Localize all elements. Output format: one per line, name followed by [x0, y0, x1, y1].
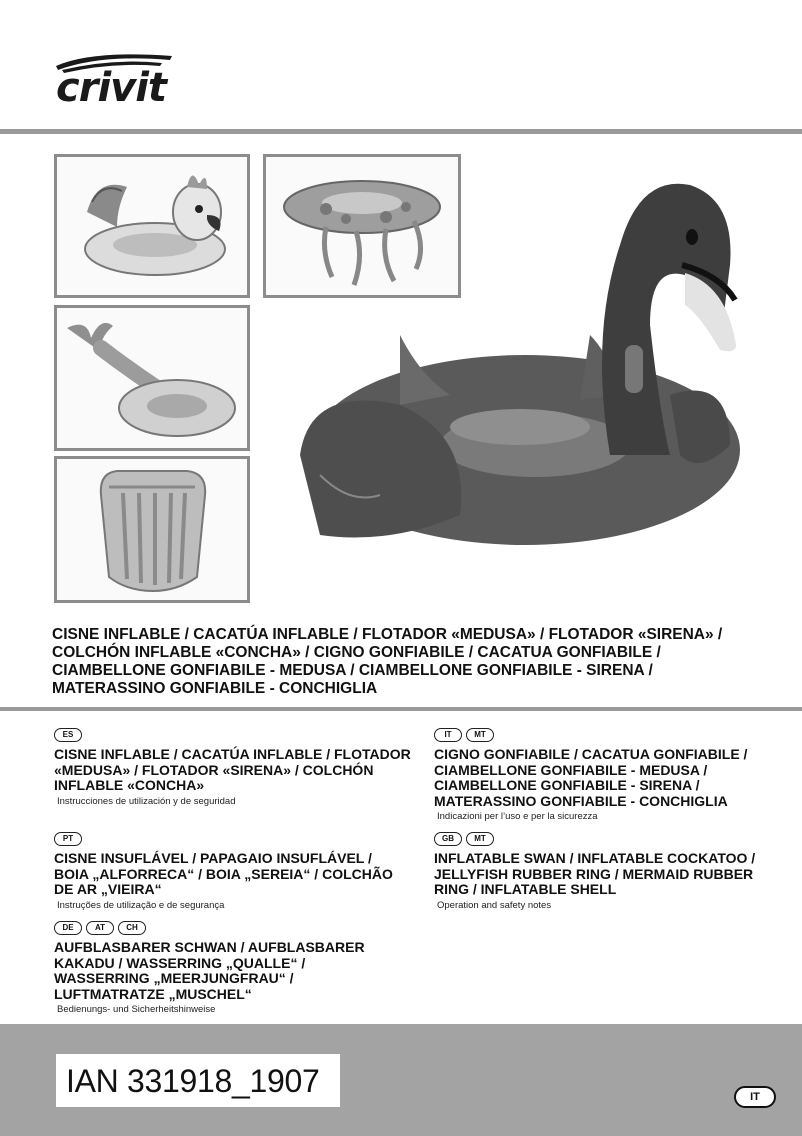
- section-es: [54, 728, 424, 808]
- section-title-line: CIAMBELLONE GONFIABILE - SIRENA /: [434, 777, 700, 793]
- section-title-line: INFLATABLE SWAN / INFLATABLE COCKATOO /: [434, 850, 756, 866]
- section-title-line: LUFTMATRATZE „MUSCHEL“: [54, 985, 252, 1002]
- brand-logo: [52, 50, 202, 110]
- section-title-line: AUFBLASBARER SCHWAN / AUFBLASBARER: [54, 939, 365, 955]
- language-badge: GB: [434, 832, 462, 846]
- section-gb-mt: [434, 832, 802, 912]
- main-title-line: MATERASSINO GONFIABILE - CONCHIGLIA: [52, 680, 378, 697]
- section-title-line: MATERASSINO GONFIABILE - CONCHIGLIA: [434, 792, 728, 809]
- language-indicator-badge: IT: [734, 1086, 776, 1108]
- ian-number: IAN 331918_1907: [66, 1063, 320, 1099]
- language-badge: ES: [54, 728, 82, 742]
- section-title: [434, 747, 802, 809]
- section-title-line: CIGNO GONFIABILE / CACATUA GONFIABILE /: [434, 746, 748, 762]
- section-it-mt: [434, 728, 802, 823]
- section-title: [54, 940, 424, 1002]
- section-subtitle: Bedienungs- und Sicherheitshinweise: [57, 1004, 216, 1015]
- language-badge: MT: [466, 728, 494, 742]
- language-badge: DE: [54, 921, 82, 935]
- language-badge: IT: [434, 728, 462, 742]
- section-subtitle: Instruções de utilização e de segurança: [57, 899, 225, 911]
- section-subtitle: Indicazioni per l’uso e per la sicurezza: [437, 811, 598, 822]
- section-de-at-ch: [54, 921, 424, 1016]
- section-title-line: BOIA „ALFORRECA“ / BOIA „SEREIA“ / COLCHÃO: [54, 865, 393, 882]
- section-subtitle: Instrucciones de utilización y de seguridad: [57, 795, 236, 807]
- brand-name: crivit: [56, 65, 167, 111]
- section-title-line: CISNE INSUFLÁVEL / PAPAGAIO INSUFLÁVEL /: [54, 850, 372, 866]
- section-title-line: INFLABLE «CONCHA»: [54, 777, 205, 793]
- swan-float-image: [290, 155, 760, 620]
- language-badge: PT: [54, 832, 82, 846]
- section-title: [54, 851, 424, 898]
- top-divider: [0, 129, 802, 134]
- language-badge: CH: [118, 921, 146, 935]
- section-title-line: JELLYFISH RUBBER RING / MERMAID RUBBER: [434, 865, 754, 882]
- section-title-line: «MEDUSA» / FLOTADOR «SIRENA» / COLCHÓN: [54, 761, 374, 778]
- cockatoo-float-image: [54, 154, 250, 298]
- section-title-line: CISNE INFLABLE / CACATÚA INFLABLE / FLOTADOR: [54, 746, 411, 762]
- shell-mattress-image: [54, 456, 250, 603]
- section-title-line: CIAMBELLONE GONFIABILE - MEDUSA /: [434, 761, 708, 778]
- section-subtitle: Operation and safety notes: [437, 899, 552, 911]
- language-badge: AT: [86, 921, 114, 935]
- main-title-line: COLCHÓN INFLABLE «CONCHA» / CIGNO GONFIABILE / CACATUA GONFIABILE /: [52, 644, 661, 661]
- section-title-line: WASSERRING „MEERJUNGFRAU“ /: [54, 970, 294, 986]
- section-title-line: KAKADU / WASSERRING „QUALLE“ /: [54, 954, 306, 971]
- ian-box: [56, 1054, 340, 1107]
- section-title-line: RING / INFLATABLE SHELL: [434, 881, 617, 897]
- language-badge: MT: [466, 832, 494, 846]
- main-title: [52, 626, 772, 698]
- middle-divider: [0, 707, 802, 711]
- main-title-line: CIAMBELLONE GONFIABILE - MEDUSA / CIAMBELLONE GONFIABILE - SIRENA /: [52, 662, 653, 679]
- section-title: [54, 747, 424, 794]
- section-pt: [54, 832, 424, 912]
- mermaid-ring-image: [54, 305, 250, 451]
- section-title-line: DE AR „VIEIRA“: [54, 881, 162, 897]
- main-title-line: CISNE INFLABLE / CACATÚA INFLABLE / FLOTADOR «MEDUSA» / FLOTADOR «SIRENA» /: [52, 626, 723, 643]
- section-title: [434, 851, 802, 898]
